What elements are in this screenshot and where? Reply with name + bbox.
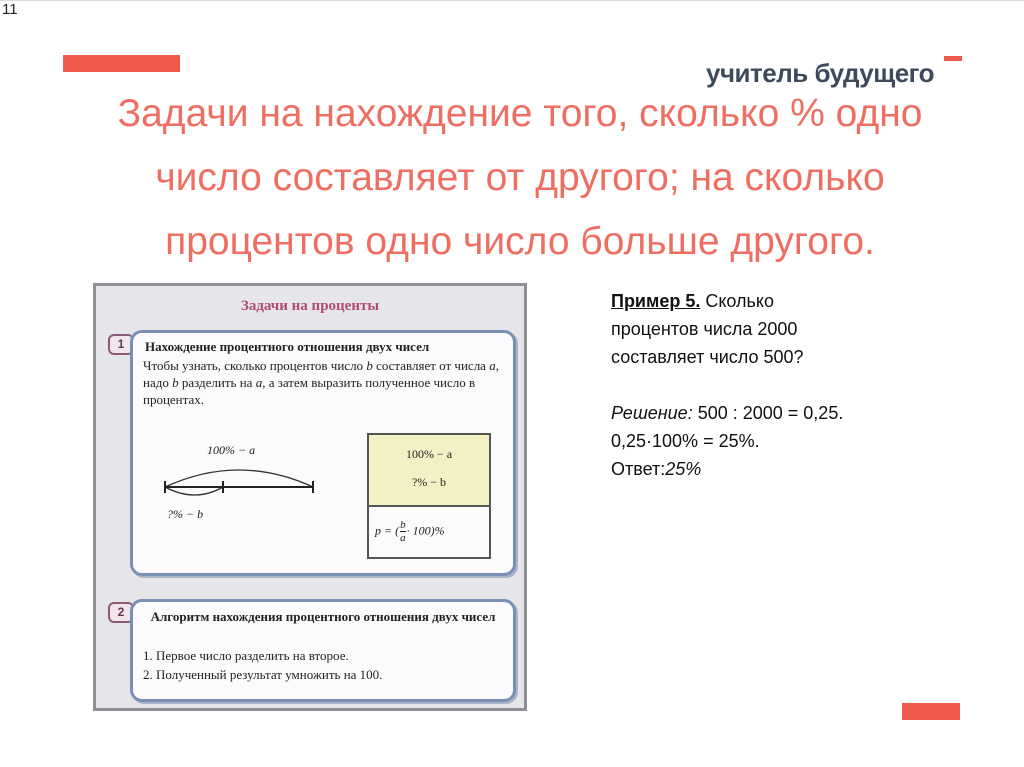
segment-bottom-label: ?% − b <box>167 507 204 521</box>
proportion-line-2: ?% − b <box>411 475 447 489</box>
logo: учитель будущего <box>706 58 935 88</box>
card-number-badge: 1 <box>108 334 134 355</box>
answer-line <box>611 455 941 483</box>
slide-top-border <box>0 0 1024 1</box>
textbook-image <box>93 283 527 711</box>
algorithm-title: Алгоритм нахождения процентного отношения двух чисел <box>150 609 496 624</box>
rule-card-1 <box>130 330 516 576</box>
algorithm-steps <box>143 646 382 684</box>
proportion-area <box>369 435 489 507</box>
solution-line-2: 0,25·100% = 25%. <box>611 431 760 451</box>
rule-card-title: Нахождение процентного отношения двух чисел <box>145 339 430 354</box>
title-line-2: число составляет от другого; на сколько <box>155 156 885 199</box>
logo-accent-dash <box>944 56 962 61</box>
solution-line-1: Решение: 500 : 2000 = 0,25. <box>611 403 844 423</box>
solution-label: Решение: <box>611 403 693 423</box>
algorithm-step: 2. Полученный результат умножить на 100. <box>143 667 383 682</box>
decorative-bar-bottom-right <box>902 703 960 720</box>
formula-box <box>367 433 491 559</box>
percent-formula: p = ( $\frac{b}{a}$ · 100)% <box>375 519 445 544</box>
slide-title <box>20 82 1020 274</box>
title-line-1: Задачи на нахождение того, сколько % одно <box>117 92 923 135</box>
page-number: 11 <box>2 1 18 18</box>
example-question-line-2: процентов числа 2000 <box>611 319 798 339</box>
card-number-badge: 2 <box>108 602 134 623</box>
answer-label: Ответ: <box>611 459 666 479</box>
segment-top-label: 100% − a <box>207 443 256 457</box>
example-question-line-1: Пример 5. Сколько <box>611 291 775 311</box>
proportion-line-1: 100% − a <box>405 447 453 461</box>
algorithm-step: 1. Первое число разделить на второе. <box>143 648 349 663</box>
title-line-3: процентов одно число больше другого. <box>165 220 875 263</box>
example-label: Пример 5. <box>611 291 701 311</box>
example-text <box>611 287 941 483</box>
decorative-bar-top-left <box>63 55 180 72</box>
rule-text: Чтобы узнать, сколько процентов число b составляет от числа a, надо b разделить на a, а затем выразить полученное число в процентах. <box>143 358 499 407</box>
rule-card-2 <box>130 599 516 702</box>
example-question-line-3: составляет число 500? <box>611 347 804 367</box>
textbook-heading: Задачи на проценты <box>240 298 380 314</box>
answer-value: 25% <box>665 459 702 479</box>
